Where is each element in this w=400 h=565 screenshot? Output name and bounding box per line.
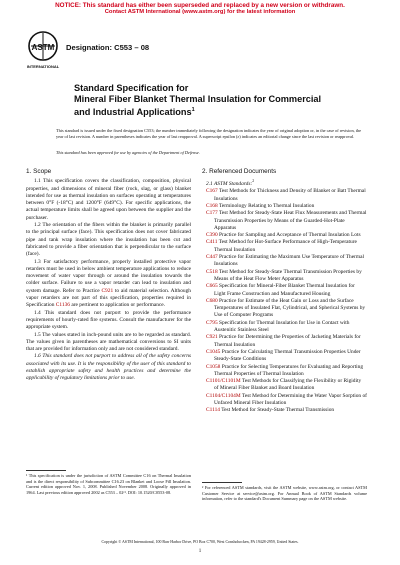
notice-line-1: NOTICE: This standard has either been superseded and replaced by a new version or withdrawn.: [55, 2, 345, 9]
astm-standards-subheading: 2.1 ASTM Standards:$^2$: [206, 179, 255, 188]
scope-paragraph-1: 1.1 This specification covers the classification, composition, physical properties, and dimensions of mineral fiber (rock, slag, or glass) blanket intended for use as thermal insulation on surfaces operating at temperatures between 0°F (-18°C) and 1200°F (649°C). For specific applications, the actual temperature limits shall be agreed upon between the supplier and the purchaser.: [26, 178, 191, 221]
reference-title: Test Method for Hot-Surface Performance of High-Temperature Thermal Insulation: [214, 239, 357, 253]
reference-title: Practice for Estimating the Maximum Use Temperature of Thermal Insulations: [214, 254, 364, 268]
reference-number-link[interactable]: C167: [206, 188, 218, 195]
reference-number-link[interactable]: C390: [206, 232, 218, 239]
reference-number-link[interactable]: C1101/C1101M: [206, 378, 241, 385]
astm-logo-icon: [26, 30, 60, 70]
reference-title: Practice for Selecting Temperatures for Evaluating and Reporting Thermal Properties of Thermal Insulation: [214, 363, 364, 377]
reference-title: Test Methods for Thickness and Density of Blanket or Batt Thermal Insulations: [214, 188, 366, 202]
page-number: 1: [198, 549, 202, 554]
issued-note: This standard is issued under the fixed designation C553; the number immediately following the designation indicates the year of original adoption or, in the case of revision, the year of last revision. A number in parentheses indicates the year of last reapproval. A superscript epsilon (ε) indicates an editorial change since the last revision or reapproval.: [56, 128, 361, 139]
link-c921[interactable]: C921: [101, 287, 114, 294]
scope-paragraph-3: 1.3 For satisfactory performance, properly installed protective vapor retarders must be used in below ambient temperature applications to reduce movement of water vapor through or around the insulation towards the colder surface. Failure to use a vapor retarder can lead to insulation and system damage. Refer to Practice C921 to aid material selection. Although vapor retarders are not part of this specification, properties required in Specification C1136 are pertinent to application or performance.: [26, 258, 191, 309]
title-line-2: Mineral Fiber Blanket Thermal Insulation for Commercial: [74, 94, 322, 104]
reference-number-link[interactable]: C447: [206, 254, 218, 261]
reference-title: Test Method for Determining the Water Vapor Sorption of Unfaced Mineral Fiber Insulation: [214, 392, 367, 406]
title-line-3: and Industrial Applications: [74, 107, 192, 118]
logo-subtext: INTERNATIONAL: [26, 64, 60, 69]
document-title: [74, 83, 374, 118]
reference-item[interactable]: [202, 407, 367, 414]
designation: Designation: C553 – 08: [66, 43, 150, 52]
reference-number-link[interactable]: C518: [206, 268, 218, 275]
reference-number-link[interactable]: C168: [206, 202, 218, 209]
notice-line-2: Contact ASTM International (www.astm.org) for the latest information: [104, 9, 296, 16]
reference-item[interactable]: [202, 334, 367, 349]
reference-item[interactable]: [202, 320, 367, 335]
reference-number-link[interactable]: C680: [206, 297, 218, 304]
scope-paragraph-5: 1.5 The values stated in inch-pound units are to be regarded as standard. The values given in parentheses are mathematical conversions to SI units that are provided for information only and are not considered standard.: [26, 331, 191, 353]
reference-number-link[interactable]: C1045: [206, 348, 221, 355]
reference-title: Practice for Sampling and Acceptance of Thermal Insulation Lots: [219, 232, 361, 239]
scope-paragraph-4: 1.4 This standard does not purport to provide the performance requirements of hourly-rated fire systems. Consult the manufacturer for the appropriate system.: [26, 309, 191, 331]
reference-title: Test Methods for Classifying the Flexibility or Rigidity of Mineral Fiber Blanket and Board Insulation: [214, 378, 362, 392]
reference-item[interactable]: [202, 349, 367, 364]
copyright-line: Copyright © ASTM International, 100 Barr Harbor Drive, PO Box C700, West Conshohocken, PA 19428-2959, United States.: [101, 540, 299, 544]
reference-item[interactable]: [202, 254, 367, 269]
footnote-2: ² For referenced ASTM standards, visit the ASTM website, www.astm.org, or contact ASTM Customer Service at service@astm.org. For Annual Book of ASTM Standards volume information, refer to the standard's Document Summary page on the ASTM website.: [202, 485, 367, 502]
approved-note: This standard has been approved for use by agencies of the Department of Defense.: [56, 150, 200, 155]
references-heading: 2. Referenced Documents: [202, 168, 277, 175]
references-section: [202, 168, 367, 415]
reference-number-link[interactable]: C177: [206, 210, 218, 217]
reference-title: Practice for Calculating Thermal Transmission Properties Under Steady-State Conditions: [214, 348, 361, 363]
logo-text: ASTM: [31, 43, 55, 52]
link-c1136[interactable]: C1136: [55, 302, 70, 309]
scope-heading: 1. Scope: [26, 168, 52, 175]
reference-title: Test Method for Steady-State Thermal Transmission: [221, 407, 335, 414]
reference-item[interactable]: [202, 393, 367, 408]
reference-number-link[interactable]: C665: [206, 283, 218, 290]
reference-title: Practice for Estimate of the Heat Gain or Loss and the Surface Temperatures of Insulated Flat, Cylindrical, and Spherical Systems by Use of Computer Programs: [214, 297, 366, 319]
footnote-1: ¹ This specification is under the jurisdiction of ASTM Committee C16 on Thermal Insulation and is the direct responsibility of Subcommittee C16.23 on Blanket and Loose Fill Insulation. Current edition approved Nov. 1, 2008. Published November 2008. Originally approved in 1964. Last previous edition approved 2002 as C553 – 02ᵉ¹. DOI: 10.1520/C0553-08.: [26, 473, 191, 495]
reference-number-link[interactable]: C1104/C1104M: [206, 392, 241, 399]
scope-paragraph-6: 1.6 This standard does not purport to address all of the safety concerns associated with its use. It is the responsibility of the user of this standard to establish appropriate safety and health practices and determine the applicability of regulatory limitations prior to use.: [26, 353, 191, 382]
reference-item[interactable]: [202, 298, 367, 320]
reference-title: Terminology Relating to Thermal Insulation: [218, 202, 315, 209]
footnote-divider: [26, 470, 66, 471]
reference-list: [202, 188, 367, 414]
scope-section: [26, 168, 191, 383]
title-line-1: Standard Specification for: [74, 83, 189, 93]
reference-title: Specification for Mineral-Fiber Blanket Thermal Insulation for Light Frame Construction and Manufactured Housing: [214, 283, 355, 297]
reference-item[interactable]: [202, 269, 367, 284]
reference-title: Specification for Thermal Insulation for Use in Contact with Austenitic Stainless Steel: [214, 319, 350, 334]
scope-paragraph-2: 1.2 The orientation of the fibers within the blanket is primarily parallel to the principal surface (face). This specification does not cover fabricated pipe and tank wrap insulation where the insulation has been cut and fabricated to provide a fiber orientation that is perpendicular to the surface (face).: [26, 222, 191, 258]
footnote-divider: [202, 482, 242, 483]
reference-number-link[interactable]: C411: [206, 239, 218, 246]
reference-item[interactable]: [202, 239, 367, 254]
reference-title: Test Method for Steady-State Heat Flux Measurements and Thermal Transmission Properties by Means of the Guarded-Hot-Plate Apparatus: [214, 210, 367, 231]
reference-item[interactable]: [202, 378, 367, 393]
title-footnote-mark: 1: [191, 107, 195, 113]
reference-number-link[interactable]: C1114: [206, 407, 220, 414]
notice-banner: [0, 3, 400, 16]
reference-title: Test Method for Steady-State Thermal Transmission Properties by Means of the Heat Flow Meter Apparatus: [214, 268, 362, 282]
reference-item[interactable]: [202, 364, 367, 379]
reference-item[interactable]: [202, 283, 367, 298]
reference-number-link[interactable]: C1058: [206, 363, 221, 370]
reference-item[interactable]: [202, 210, 367, 232]
reference-title: Practice for Determining the Properties of Jacketing Materials for Thermal Insulation: [214, 334, 361, 348]
reference-number-link[interactable]: C795: [206, 319, 218, 326]
reference-item[interactable]: [202, 188, 367, 203]
reference-number-link[interactable]: C921: [206, 334, 218, 341]
